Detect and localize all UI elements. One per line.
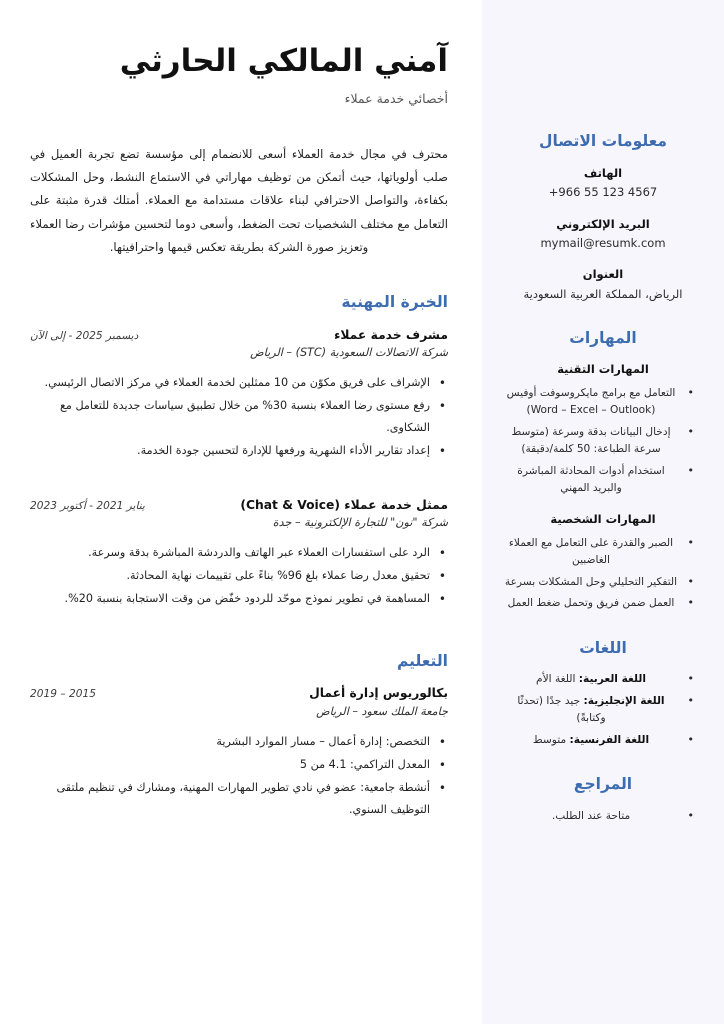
- list-item: • استخدام أدوات المحادثة المباشرة والبريد المهني: [504, 463, 688, 498]
- education-section: [30, 652, 448, 821]
- address-label: العنوان: [582, 267, 624, 282]
- references-heading: المراجع: [573, 775, 633, 794]
- list-item: [504, 671, 688, 688]
- experience-section: [30, 293, 448, 610]
- list-item: [504, 693, 688, 728]
- email-value: mymail@resumk.com: [540, 236, 666, 251]
- sidebar: [482, 0, 724, 1024]
- entry-spacer: [30, 482, 448, 496]
- list-item: • الإشراف على فريق مكوّن من 10 ممثلين لخدمة العملاء في مركز الاتصال الرئيسي.: [30, 372, 448, 394]
- language-label: اللغة العربية:: [578, 673, 646, 686]
- address-value: الرياض، المملكة العربية السعودية: [523, 287, 683, 302]
- list-item: • التفكير التحليلي وحل المشكلات بسرعة: [504, 574, 688, 591]
- job-organization: شركة "نون" للتجارة الإلكترونية – جدة: [272, 516, 448, 530]
- list-item: • رفع مستوى رضا العملاء بنسبة 30% من خلال تطبيق سياسات جديدة للتعامل مع الشكاوى.: [30, 395, 448, 439]
- job-bullets: [30, 542, 448, 610]
- email-label: البريد الإلكتروني: [556, 216, 650, 231]
- degree-institution: جامعة الملك سعود – الرياض: [316, 705, 448, 719]
- degree-date: 2015 – 2019: [30, 688, 96, 701]
- entry-header: [30, 326, 448, 345]
- list-item: • المساهمة في تطوير نموذج موحّد للردود خفّض من وقت الاستجابة بنسبة 20%.: [30, 588, 448, 610]
- contact-section: [504, 132, 702, 303]
- section-spacer: [30, 630, 448, 652]
- degree-title: بكالوريوس إدارة أعمال: [309, 686, 448, 701]
- education-bullets: [30, 731, 448, 820]
- list-item: • التعامل مع برامج مايكروسوفت أوفيس (Word – Excel – Outlook): [504, 385, 688, 420]
- job-bullets: [30, 372, 448, 461]
- professional-summary: محترف في مجال خدمة العملاء أسعى للانضمام إلى مؤسسة تضع تجربة العميل في صلب أولوياتها، حيث أتمكن من توظيف مهاراتي في الاستماع النشط، وحل المشكلات بكفاءة، والتواصل الاحترافي لبناء علاقات مستدامة مع العملاء. أمتلك قدرة مثبتة على التعامل مع مختلف الشخصيات تحت الضغط، وأسعى دوما لتحسين مؤشرات رضا العملاء وتعزيز صورة الشركة بطريقة تعكس قيمها واحترافيتها.: [30, 147, 448, 254]
- personal-skills-list: [504, 535, 702, 613]
- skills-section: [504, 329, 702, 612]
- list-item: [504, 732, 688, 749]
- references-section: [504, 775, 702, 825]
- job-title: ممثل خدمة عملاء (Chat & Voice): [240, 497, 448, 512]
- language-level: جيد جدًا (تحدثًا وكتابةً): [517, 694, 606, 725]
- job-title: مشرف خدمة عملاء: [334, 327, 448, 342]
- language-level: متوسط: [532, 733, 570, 746]
- education-entry: [30, 684, 448, 820]
- experience-entry: [30, 496, 448, 610]
- language-label: اللغة الفرنسية:: [569, 733, 650, 746]
- experience-heading: الخبرة المهنية: [341, 292, 448, 311]
- technical-skills-title: المهارات التقنية: [557, 361, 649, 376]
- language-label: اللغة الإنجليزية:: [583, 694, 665, 707]
- personal-skills-title: المهارات الشخصية: [550, 511, 656, 526]
- education-heading: التعليم: [396, 651, 448, 670]
- technical-skills-list: [504, 385, 702, 498]
- list-item: • التخصص: إدارة أعمال – مسار الموارد البشرية: [30, 731, 448, 753]
- phone-label: الهاتف: [583, 165, 623, 180]
- job-date: ديسمبر 2025 - إلى الآن: [30, 329, 139, 342]
- experience-entry: [30, 326, 448, 462]
- list-item: • إعداد تقارير الأداء الشهرية ورفعها للإدارة لتحسين جودة الخدمة.: [30, 440, 448, 462]
- contact-field-address: [504, 266, 702, 303]
- languages-list: [504, 671, 702, 749]
- job-organization: شركة الاتصالات السعودية (STC) – الرياض: [250, 346, 448, 360]
- contact-heading: معلومات الاتصال: [539, 132, 667, 150]
- skills-group-technical: [504, 362, 702, 498]
- contact-field-phone: [504, 165, 702, 202]
- languages-heading: اللغات: [579, 638, 627, 657]
- phone-value: +966 55 123 4567: [548, 185, 658, 200]
- list-item: • إدخال البيانات بدقة وسرعة (متوسط سرعة الطباعة: 50 كلمة/دقيقة): [504, 424, 688, 459]
- job-subtitle: أخصائي خدمة عملاء: [344, 90, 448, 106]
- list-item: • الصبر والقدرة على التعامل مع العملاء الغاضبين: [504, 535, 688, 570]
- contact-field-email: [504, 216, 702, 253]
- list-item: • أنشطة جامعية: عضو في نادي تطوير المهارات المهنية، ومشارك في تنظيم ملتقى التوظيف السنوي.: [30, 777, 448, 821]
- page-title: آمني المالكي الحارثي: [119, 43, 448, 79]
- job-date: يناير 2021 - أكتوبر 2023: [30, 499, 145, 512]
- skills-heading: المهارات: [569, 329, 637, 348]
- language-level: اللغة الأم: [536, 673, 579, 686]
- list-item: • تحقيق معدل رضا عملاء بلغ 96% بناءً على تقييمات نهاية المحادثة.: [30, 565, 448, 587]
- references-list: [504, 808, 702, 825]
- languages-section: [504, 639, 702, 749]
- list-item: • متاحة عند الطلب.: [504, 808, 688, 825]
- list-item: • المعدل التراكمي: 4.1 من 5: [30, 754, 448, 776]
- entry-header: [30, 684, 448, 703]
- list-item: • العمل ضمن فريق وتحمل ضغط العمل: [504, 595, 688, 612]
- skills-group-personal: [504, 512, 702, 613]
- list-item: • الرد على استفسارات العملاء عبر الهاتف والدردشة المباشرة بدقة وسرعة.: [30, 542, 448, 564]
- entry-header: [30, 496, 448, 515]
